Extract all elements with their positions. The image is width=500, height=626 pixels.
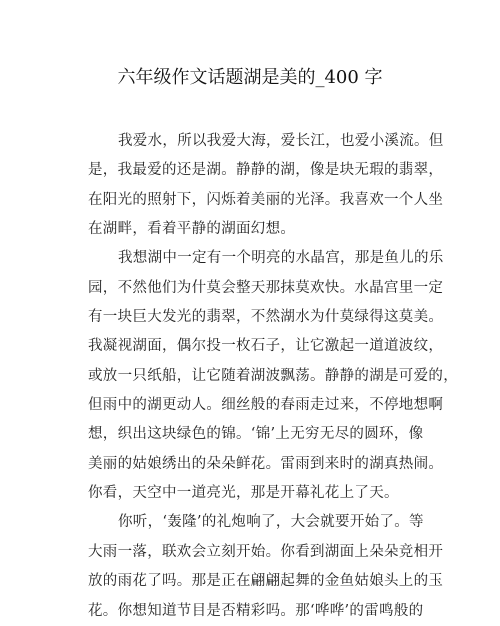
text-line: 美丽的姑娘绣出的朵朵鲜花。雷雨到来时的湖真热闹。 [88, 455, 444, 472]
text-line: 大雨一落，联欢会立刻开始。你看到湖面上朵朵竞相开 [88, 543, 444, 560]
text-line: 但雨中的湖更动人。细丝般的春雨走过来，不停地想啊 [88, 397, 444, 414]
document-title: 六年级作文话题湖是美的_400 字 [117, 67, 383, 88]
document-body [88, 127, 458, 626]
text-line: 有一块巨大发光的翡翠，不然湖水为什莫绿得这莫美。 [88, 309, 444, 326]
text-line: 你看，天空中一道亮光，那是开幕礼花上了天。 [88, 485, 399, 502]
paragraph-first-line: 我想湖中一定有一个明亮的水晶宫，那是鱼儿的乐 [118, 250, 444, 267]
text-line: 花。你想知道节目是否精彩吗。那‘哗哗’的雷鸣般的 [88, 602, 424, 619]
paragraph-first-line: 我爱水，所以我爱大海，爱长江，也爱小溪流。但 [118, 133, 444, 149]
text-line: 或放一只纸船，让它随着湖波飘荡。静静的湖是可爱的， [88, 367, 458, 384]
text-line: 放的雨花了吗。那是正在翩翩起舞的金鱼姑娘头上的玉 [88, 573, 444, 590]
text-line: 我凝视湖面，偶尔投一枚石子，让它激起一道道波纹， [88, 338, 444, 355]
text-line: 是，我最爱的还是湖。静静的湖，像是块无瑕的翡翠， [88, 162, 444, 179]
text-line: 园，不然他们为什莫会整天那抹莫欢快。水晶宫里一定 [88, 279, 444, 296]
paragraph-first-line: 你听，‘轰隆’的礼炮响了，大会就要开始了。等 [118, 514, 424, 531]
text-line: 在湖畔，看着平静的湖面幻想。 [88, 221, 296, 238]
text-line: 在阳光的照射下，闪烁着美丽的光泽。我喜欢一个人坐 [88, 191, 444, 208]
text-line: 想，织出这块绿色的锦。‘锦’上无穷无尽的圆环，像 [88, 426, 424, 443]
